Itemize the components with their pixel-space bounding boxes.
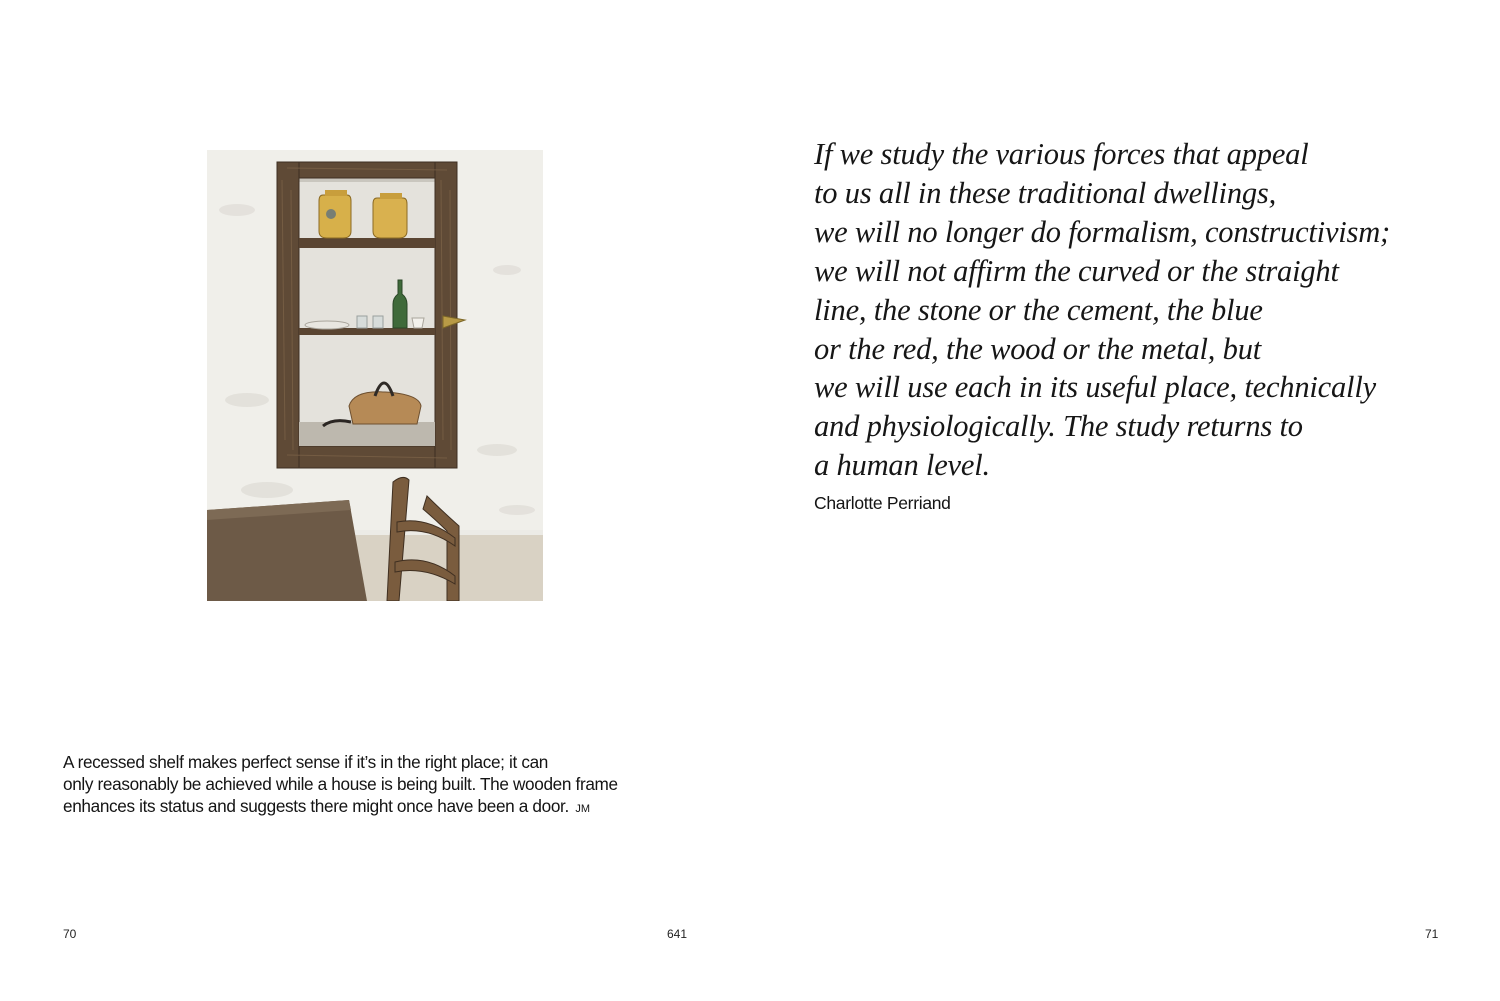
caption-line: only reasonably be achieved while a house is being built. The wooden frame bbox=[63, 774, 618, 794]
recessed-shelf-photo bbox=[207, 150, 543, 601]
quote-line: or the red, the wood or the metal, but bbox=[814, 331, 1262, 366]
quote-line: we will use each in its useful place, technically bbox=[814, 370, 1376, 405]
quote-author: Charlotte Perriand bbox=[814, 493, 951, 513]
spread-number: 641 bbox=[667, 927, 688, 941]
page-number-right: 71 bbox=[1425, 927, 1439, 941]
photo-caption bbox=[63, 751, 703, 820]
caption-line-text: enhances its status and suggests there might once have been a door. bbox=[63, 796, 569, 816]
caption-initials: JM bbox=[575, 803, 591, 815]
quote-line: we will no longer do formalism, constructivism; bbox=[814, 214, 1391, 249]
page-number-left: 70 bbox=[63, 927, 77, 941]
quote-line: to us all in these traditional dwellings, bbox=[814, 175, 1277, 210]
quotation bbox=[814, 135, 1484, 485]
caption-line bbox=[63, 795, 703, 820]
quote-line: line, the stone or the cement, the blue bbox=[814, 292, 1263, 327]
quote-line: If we study the various forces that appeal bbox=[814, 137, 1309, 171]
quote-line: we will not affirm the curved or the straight bbox=[814, 253, 1339, 288]
quote-line: and physiologically. The study returns to bbox=[814, 409, 1303, 444]
caption-line: A recessed shelf makes perfect sense if it’s in the right place; it can bbox=[63, 752, 548, 772]
quote-line: a human level. bbox=[814, 448, 990, 483]
